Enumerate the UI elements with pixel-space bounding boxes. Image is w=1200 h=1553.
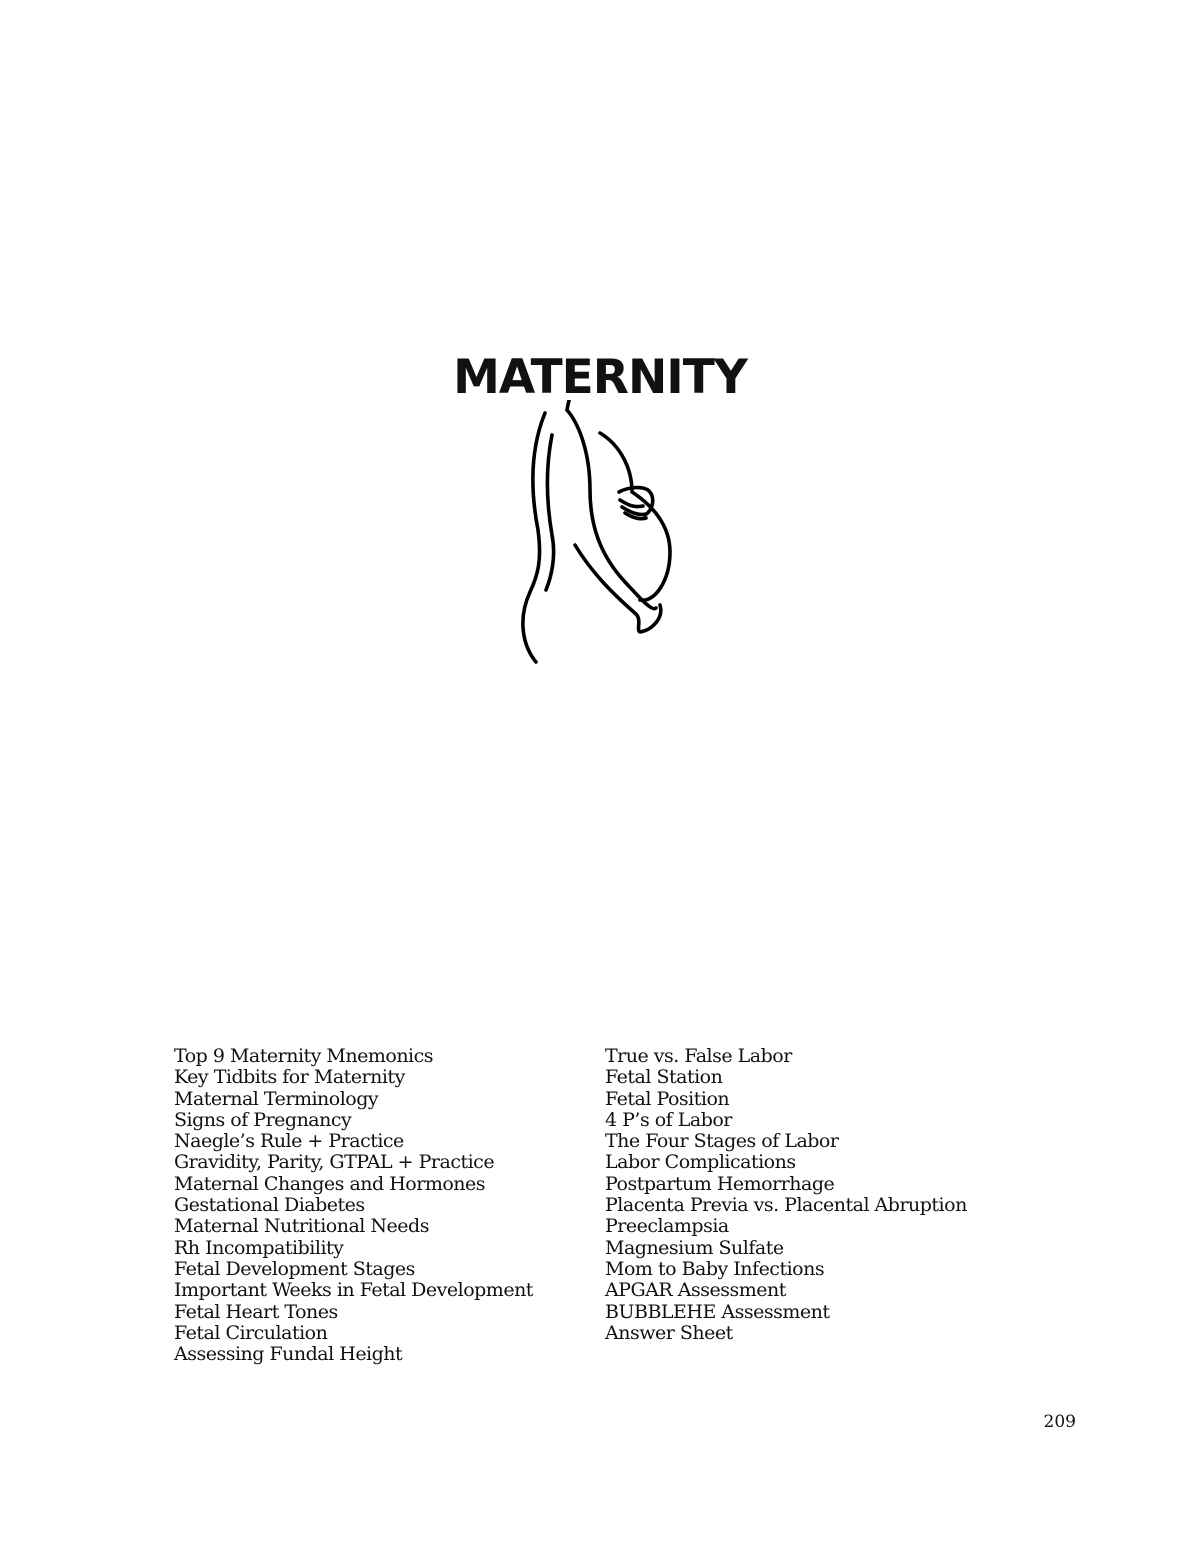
list-item: Fetal Station: [605, 1066, 723, 1089]
list-item: Naegle’s Rule + Practice: [174, 1130, 404, 1153]
pregnant-woman-line-art-icon: [500, 400, 700, 670]
list-item: Signs of Pregnancy: [174, 1108, 352, 1131]
list-item: Preeclampsia: [605, 1215, 729, 1238]
list-item: Gestational Diabetes: [174, 1194, 365, 1217]
list-item: Rh Incompatibility: [174, 1236, 344, 1259]
list-item: Labor Complications: [605, 1151, 796, 1174]
list-item: Postpartum Hemorrhage: [605, 1172, 835, 1195]
list-item: Important Weeks in Fetal Development: [174, 1279, 533, 1302]
list-item: Maternal Terminology: [174, 1087, 379, 1110]
page-number: 209: [1043, 1412, 1076, 1432]
page-title: MATERNITY: [453, 350, 747, 405]
list-item: Maternal Changes and Hormones: [174, 1172, 486, 1195]
list-item: Fetal Circulation: [174, 1321, 328, 1344]
list-item: Assessing Fundal Height: [174, 1343, 403, 1366]
list-item: Gravidity, Parity, GTPAL + Practice: [174, 1151, 495, 1174]
topic-list-left: [174, 1046, 533, 1365]
list-item: Mom to Baby Infections: [605, 1257, 825, 1280]
list-item: The Four Stages of Labor: [605, 1130, 839, 1153]
list-item: Maternal Nutritional Needs: [174, 1215, 429, 1238]
list-item: Fetal Development Stages: [174, 1257, 415, 1280]
list-item: Fetal Position: [605, 1087, 730, 1110]
topic-list-right: [605, 1046, 967, 1344]
list-item: APGAR Assessment: [605, 1279, 786, 1302]
list-item: Top 9 Maternity Mnemonics: [174, 1045, 434, 1067]
list-item: BUBBLEHE Assessment: [605, 1300, 830, 1323]
list-item: Fetal Heart Tones: [174, 1300, 338, 1323]
list-item: 4 P’s of Labor: [605, 1108, 732, 1131]
list-item: True vs. False Labor: [605, 1045, 792, 1067]
list-item: Placenta Previa vs. Placental Abruption: [605, 1194, 967, 1217]
list-item: Magnesium Sulfate: [605, 1236, 784, 1259]
list-item: Key Tidbits for Maternity: [174, 1066, 405, 1089]
list-item: Answer Sheet: [605, 1321, 733, 1344]
